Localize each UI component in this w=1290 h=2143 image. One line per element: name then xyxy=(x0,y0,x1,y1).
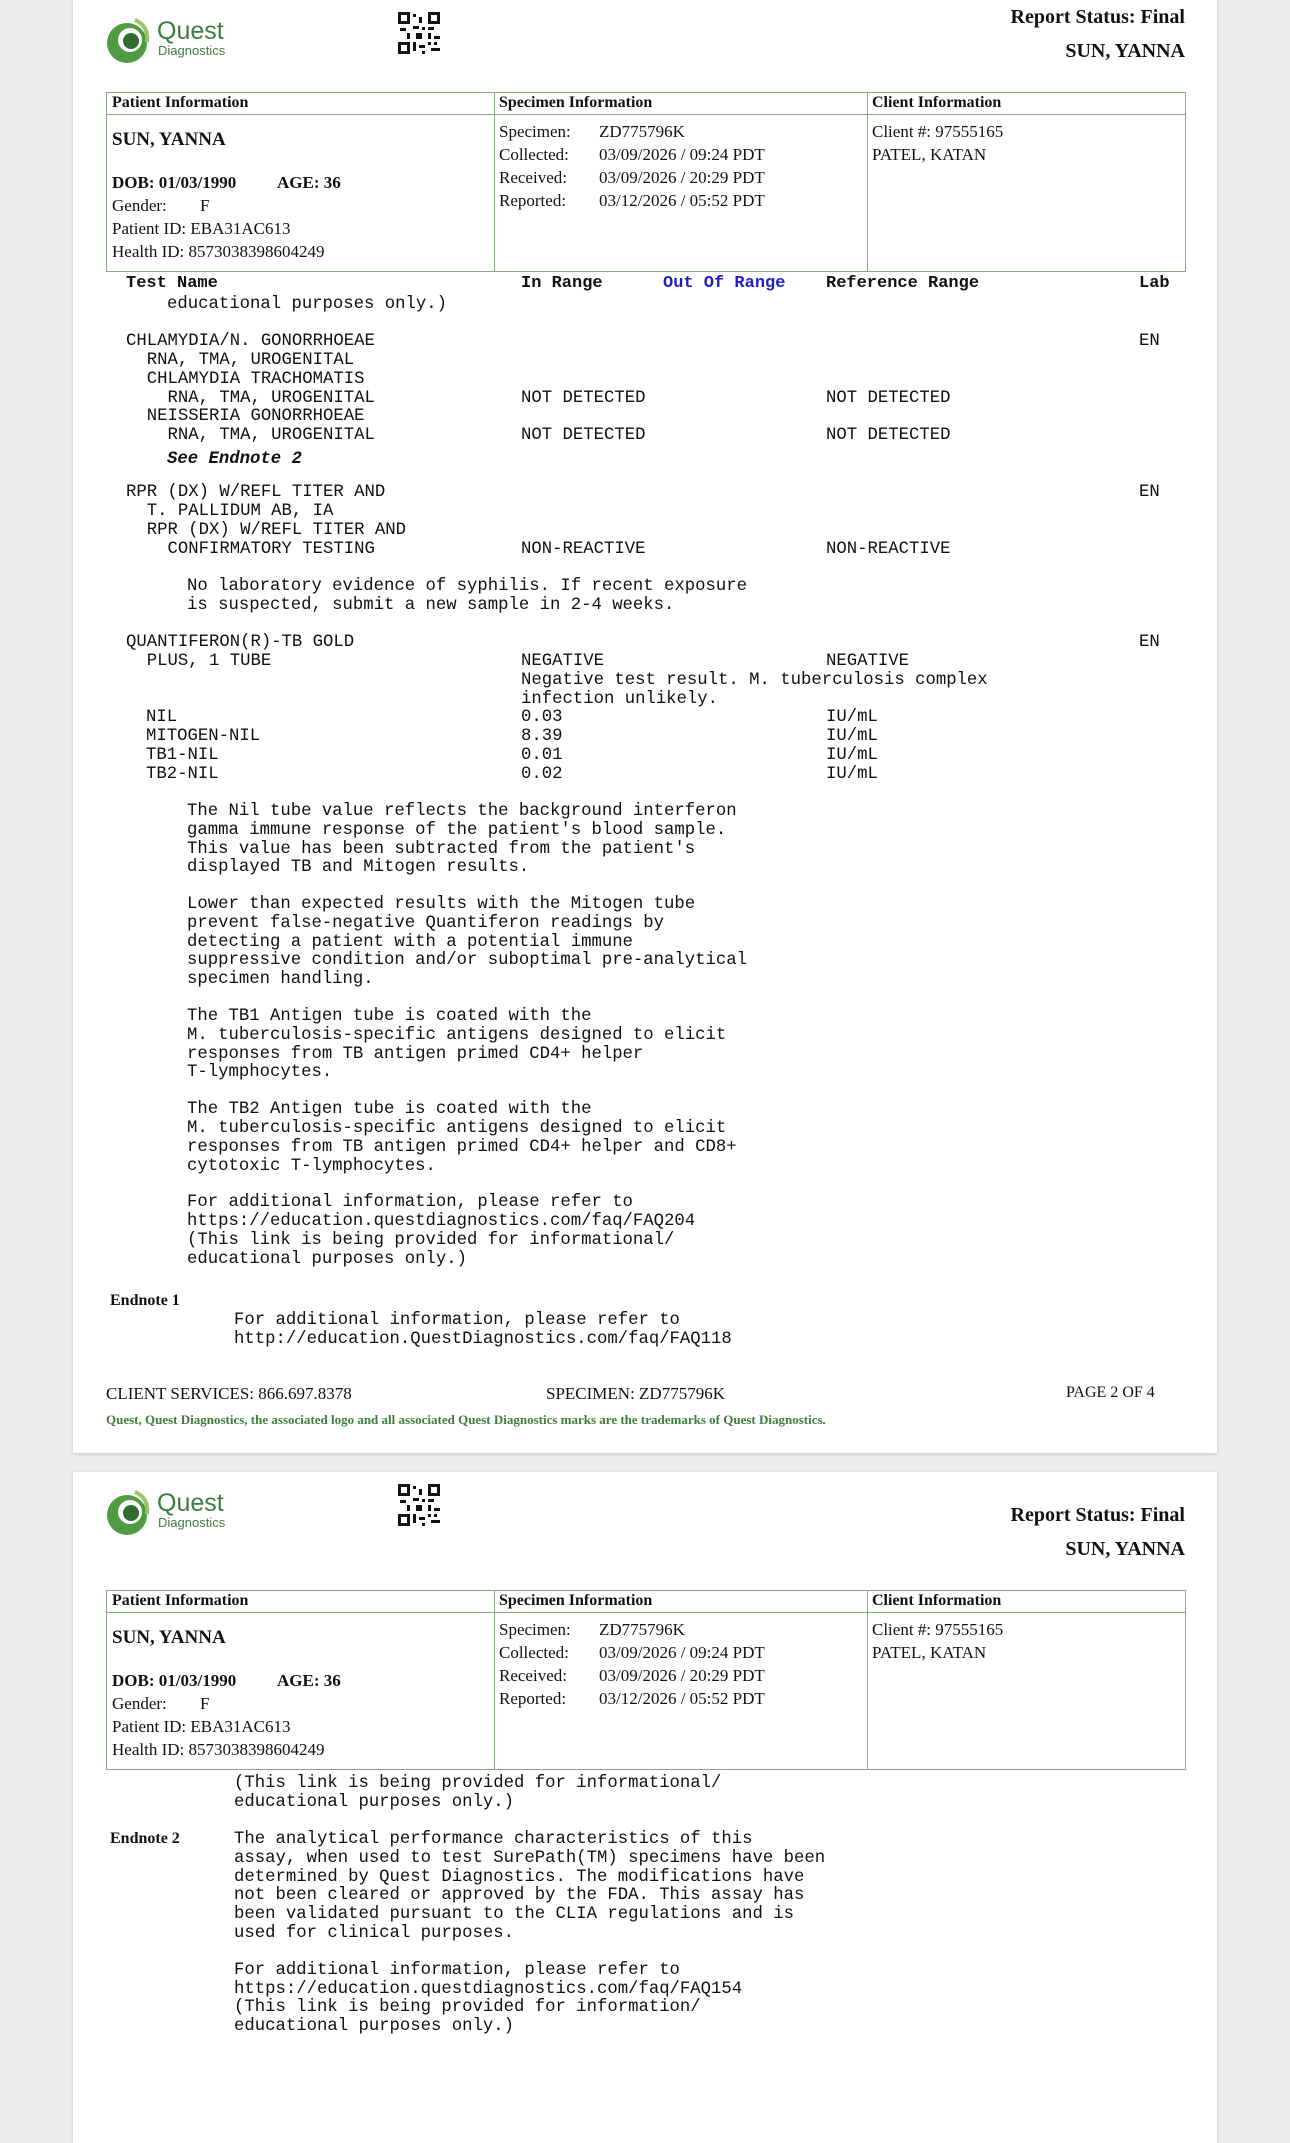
test-rpr-name-2: T. PALLIDUM AB, IA xyxy=(126,502,334,521)
footer-specimen: SPECIMEN: ZD775796K xyxy=(546,1384,725,1403)
endnote-2-link: https://education.questdiagnostics.com/faq/FAQ154 xyxy=(234,1980,743,1999)
specimen-value: ZD775796K xyxy=(599,1620,685,1639)
qr-code xyxy=(398,1484,440,1526)
qft-row-unit: IU/mL xyxy=(826,727,878,746)
received-label: Received: xyxy=(499,168,567,187)
qft-note: prevent false-negative Quantiferon readings by xyxy=(187,914,665,933)
qr-code xyxy=(398,12,440,54)
reported-label: Reported: xyxy=(499,1689,567,1708)
see-endnote-2: See Endnote 2 xyxy=(167,450,302,469)
qft-note: M. tuberculosis-specific antigens designed to elicit xyxy=(187,1119,727,1138)
logo-text: Quest xyxy=(157,1489,224,1517)
report-page-3 xyxy=(73,1472,1217,2143)
gonorrhoeae-ref: NOT DETECTED xyxy=(826,426,951,445)
qft-note: responses from TB antigen primed CD4+ helper xyxy=(187,1045,644,1064)
specimen-info-heading: Specimen Information xyxy=(499,94,653,111)
info-box xyxy=(106,92,1186,272)
qft-note: T-lymphocytes. xyxy=(187,1063,333,1082)
endnote-2-label: Endnote 2 xyxy=(110,1830,180,1847)
qft-note: cytotoxic T-lymphocytes. xyxy=(187,1157,436,1176)
qft-row-unit: IU/mL xyxy=(826,765,878,784)
patient-info-heading: Patient Information xyxy=(112,94,249,111)
test-chlamydia-name-3: CHLAMYDIA TRACHOMATIS xyxy=(126,370,365,389)
qft-note: Lower than expected results with the Mitogen tube xyxy=(187,895,696,914)
qft-note: The TB1 Antigen tube is coated with the xyxy=(187,1007,592,1026)
col-reference-range: Reference Range xyxy=(826,274,980,293)
trademark-notice: Quest, Quest Diagnostics, the associated logo and all associated Quest Diagnostics marks are the trademarks of Quest Diagnostics. xyxy=(106,1412,826,1427)
quest-logo-icon xyxy=(105,16,155,66)
endnote-1-text: For additional information, please refer to xyxy=(234,1311,680,1330)
endnote-1-link: http://education.QuestDiagnostics.com/faq/FAQ118 xyxy=(234,1330,732,1349)
specimen-label: Specimen: xyxy=(499,1620,571,1639)
rpr-comment-1: No laboratory evidence of syphilis. If recent exposure xyxy=(187,577,748,596)
quantiferon-result-comment-1: Negative test result. M. tuberculosis complex xyxy=(521,671,988,690)
collected-value: 03/09/2026 / 09:24 PDT xyxy=(599,145,765,164)
qft-note: responses from TB antigen primed CD4+ helper and CD8+ xyxy=(187,1138,737,1157)
client-number: Client #: 97555165 xyxy=(872,1620,1004,1639)
quantiferon-lab: EN xyxy=(1139,633,1160,652)
patient-dob: DOB: 01/03/1990 xyxy=(112,1671,237,1690)
reported-label: Reported: xyxy=(499,191,567,210)
qft-note: detecting a patient with a potential immune xyxy=(187,933,633,952)
qft-note: For additional information, please refer to xyxy=(187,1193,633,1212)
reported-value: 03/12/2026 / 05:52 PDT xyxy=(599,1689,765,1708)
test-chlamydia-name-4: RNA, TMA, UROGENITAL xyxy=(126,389,375,408)
received-value: 03/09/2026 / 20:29 PDT xyxy=(599,168,765,187)
client-info-heading: Client Information xyxy=(872,1592,1002,1609)
col-in-range: In Range xyxy=(521,274,603,293)
endnote-2-text: determined by Quest Diagnostics. The modifications have xyxy=(234,1868,805,1887)
qft-row-unit: IU/mL xyxy=(826,746,878,765)
qft-row-value: 0.03 xyxy=(521,708,563,727)
rpr-result: NON-REACTIVE xyxy=(521,540,646,559)
endnote-2-text: The analytical performance characteristics of this xyxy=(234,1830,753,1849)
header-patient-name: SUN, YANNA xyxy=(1065,40,1185,62)
header-patient-name: SUN, YANNA xyxy=(1065,1538,1185,1560)
test-quantiferon-name-2: PLUS, 1 TUBE xyxy=(126,652,272,671)
patient-name: SUN, YANNA xyxy=(112,129,226,150)
report-status: Report Status: Final xyxy=(1010,1504,1185,1526)
patient-age: AGE: 36 xyxy=(277,173,341,192)
test-chlamydia-name-6: RNA, TMA, UROGENITAL xyxy=(126,426,375,445)
endnote-2-text: used for clinical purposes. xyxy=(234,1924,515,1943)
col-lab: Lab xyxy=(1139,274,1170,293)
rpr-comment-2: is suspected, submit a new sample in 2-4 weeks. xyxy=(187,596,675,615)
qft-row-name: MITOGEN-NIL xyxy=(146,727,261,746)
quest-logo xyxy=(105,16,265,66)
report-page-2 xyxy=(73,0,1217,1453)
patient-info-heading: Patient Information xyxy=(112,1592,249,1609)
gender-value: F xyxy=(200,1694,210,1713)
collected-label: Collected: xyxy=(499,1643,569,1662)
specimen-value: ZD775796K xyxy=(599,122,685,141)
client-name: PATEL, KATAN xyxy=(872,1643,987,1662)
quantiferon-ref: NEGATIVE xyxy=(826,652,909,671)
patient-dob: DOB: 01/03/1990 xyxy=(112,173,237,192)
gender-label: Gender: xyxy=(112,1694,167,1713)
qft-note: educational purposes only.) xyxy=(187,1250,468,1269)
logo-subtext: Diagnostics xyxy=(158,1515,226,1530)
client-number: Client #: 97555165 xyxy=(872,122,1004,141)
col-out-of-range: Out Of Range xyxy=(663,274,786,293)
logo-text: Quest xyxy=(157,17,224,45)
endnote-2-text: been validated pursuant to the CLIA regulations and is xyxy=(234,1905,795,1924)
page-number: PAGE 2 OF 4 xyxy=(1066,1384,1155,1401)
qft-row-value: 0.02 xyxy=(521,765,563,784)
qft-row-name: NIL xyxy=(146,708,178,727)
qft-row-value: 8.39 xyxy=(521,727,563,746)
qft-note: specimen handling. xyxy=(187,970,374,989)
reported-value: 03/12/2026 / 05:52 PDT xyxy=(599,191,765,210)
col-test-name: Test Name xyxy=(126,274,218,293)
health-id: Health ID: 8573038398604249 xyxy=(112,1740,325,1759)
qft-note: The TB2 Antigen tube is coated with the xyxy=(187,1100,592,1119)
chlamydia-lab: EN xyxy=(1139,332,1160,351)
logo-subtext: Diagnostics xyxy=(158,43,226,58)
qft-note-link: https://education.questdiagnostics.com/faq/FAQ204 xyxy=(187,1212,696,1231)
patient-name: SUN, YANNA xyxy=(112,1627,226,1648)
info-box xyxy=(106,1590,1186,1770)
quest-logo-icon xyxy=(105,1488,155,1538)
health-id: Health ID: 8573038398604249 xyxy=(112,242,325,261)
qft-note: M. tuberculosis-specific antigens designed to elicit xyxy=(187,1026,727,1045)
chlamydia-result: NOT DETECTED xyxy=(521,389,646,408)
endnote-2-more: educational purposes only.) xyxy=(234,2017,515,2036)
client-services: CLIENT SERVICES: 866.697.8378 xyxy=(106,1384,352,1403)
qft-note: (This link is being provided for informational/ xyxy=(187,1231,675,1250)
rpr-ref: NON-REACTIVE xyxy=(826,540,951,559)
report-status: Report Status: Final xyxy=(1010,6,1185,28)
gonorrhoeae-result: NOT DETECTED xyxy=(521,426,646,445)
patient-age: AGE: 36 xyxy=(277,1671,341,1690)
client-name: PATEL, KATAN xyxy=(872,145,987,164)
qft-note: gamma immune response of the patient's blood sample. xyxy=(187,821,727,840)
qft-note: This value has been subtracted from the patient's xyxy=(187,840,696,859)
page3-carryover: (This link is being provided for informational/ xyxy=(234,1774,722,1793)
qft-row-name: TB1-NIL xyxy=(146,746,219,765)
specimen-info-heading: Specimen Information xyxy=(499,1592,653,1609)
specimen-label: Specimen: xyxy=(499,122,571,141)
patient-id: Patient ID: EBA31AC613 xyxy=(112,1717,291,1736)
qft-row-value: 0.01 xyxy=(521,746,563,765)
quantiferon-result-comment-2: infection unlikely. xyxy=(521,690,719,709)
test-rpr-name-1: RPR (DX) W/REFL TITER AND xyxy=(126,483,386,502)
test-rpr-name-3: RPR (DX) W/REFL TITER AND xyxy=(126,521,407,540)
test-chlamydia-name-2: RNA, TMA, UROGENITAL xyxy=(126,351,355,370)
gender-value: F xyxy=(200,196,210,215)
received-label: Received: xyxy=(499,1666,567,1685)
endnote-2-text: assay, when used to test SurePath(TM) specimens have been xyxy=(234,1849,826,1868)
endnote-2-text: not been cleared or approved by the FDA. This assay has xyxy=(234,1886,805,1905)
qft-note: displayed TB and Mitogen results. xyxy=(187,858,530,877)
endnote-1-label: Endnote 1 xyxy=(110,1292,180,1309)
client-info-heading: Client Information xyxy=(872,94,1002,111)
quest-logo xyxy=(105,1488,265,1538)
received-value: 03/09/2026 / 20:29 PDT xyxy=(599,1666,765,1685)
qft-row-name: TB2-NIL xyxy=(146,765,219,784)
carryover-text: educational purposes only.) xyxy=(167,295,448,314)
gender-label: Gender: xyxy=(112,196,167,215)
patient-id: Patient ID: EBA31AC613 xyxy=(112,219,291,238)
collected-label: Collected: xyxy=(499,145,569,164)
test-chlamydia-name-1: CHLAMYDIA/N. GONORRHOEAE xyxy=(126,332,375,351)
qft-note: The Nil tube value reflects the background interferon xyxy=(187,802,737,821)
endnote-2-more: (This link is being provided for information/ xyxy=(234,1998,701,2017)
qft-row-unit: IU/mL xyxy=(826,708,878,727)
endnote-2-more: For additional information, please refer to xyxy=(234,1961,680,1980)
test-quantiferon-name-1: QUANTIFERON(R)-TB GOLD xyxy=(126,633,355,652)
test-rpr-name-4: CONFIRMATORY TESTING xyxy=(126,540,375,559)
rpr-lab: EN xyxy=(1139,483,1160,502)
chlamydia-ref: NOT DETECTED xyxy=(826,389,951,408)
qft-note: suppressive condition and/or suboptimal pre-analytical xyxy=(187,951,748,970)
quantiferon-result: NEGATIVE xyxy=(521,652,604,671)
test-chlamydia-name-5: NEISSERIA GONORRHOEAE xyxy=(126,407,365,426)
collected-value: 03/09/2026 / 09:24 PDT xyxy=(599,1643,765,1662)
page3-carryover: educational purposes only.) xyxy=(234,1793,515,1812)
